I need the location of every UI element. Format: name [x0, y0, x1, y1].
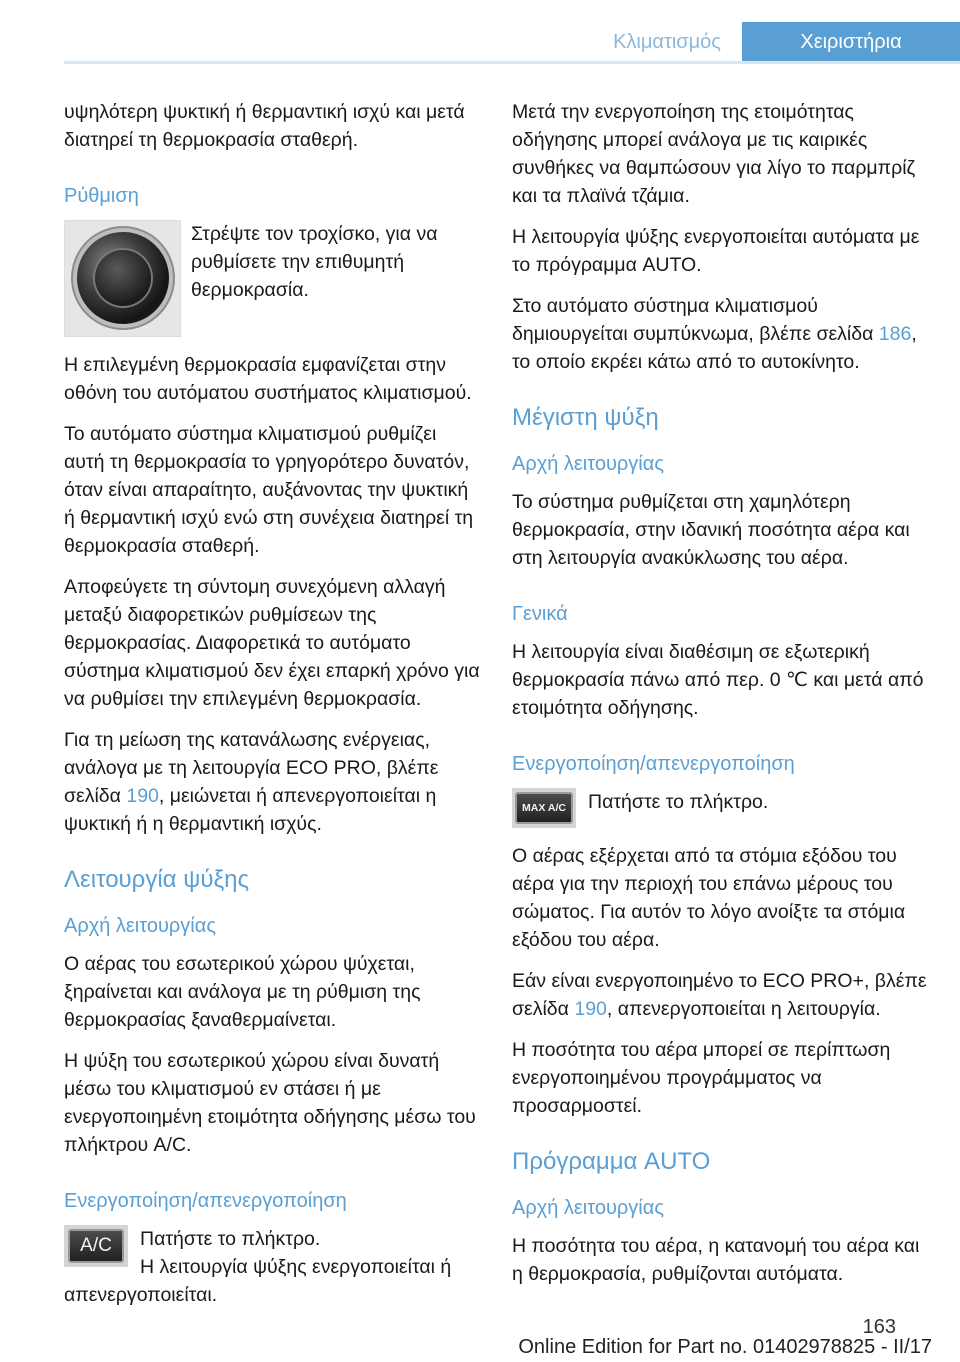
- intro-paragraph: υψηλότερη ψυκτική ή θερμαντική ισχύ και μετά διατηρεί τη θερμοκρασία σταθερή.: [64, 101, 465, 151]
- paragraph-eco-pro-plus: Εάν είναι ενεργοποιημένο το ECO PRO+, βλέπε σελίδα 190, απενεργοποιείται η λειτουργία.: [512, 970, 927, 1020]
- page-number: 163: [862, 1316, 896, 1338]
- paragraph: Η ποσότητα του αέρα μπορεί σε περίπτωση ενεργοποιημένου προγράμματος να προσαρμοστεί.: [512, 1039, 891, 1117]
- header-rule: [64, 61, 960, 64]
- page-link-190[interactable]: 190: [574, 998, 607, 1020]
- page-link-186[interactable]: 186: [878, 323, 912, 345]
- ac-button-row: [64, 1225, 480, 1281]
- heading-on-off: Ενεργοποίηση/απενεργοποίηση: [64, 1190, 347, 1212]
- left-column: [64, 98, 480, 1322]
- heading-on-off: Ενεργοποίηση/απενεργοποίηση: [512, 753, 795, 775]
- heading-setting: Ρύθμιση: [64, 185, 139, 207]
- paragraph-cooling-toggle-start: Η λειτουργία ψύξης ενεργοποιείται ή: [140, 1256, 452, 1278]
- heading-principle: Αρχή λειτουργίας: [512, 453, 664, 475]
- paragraph: Η λειτουργία ψύξης ενεργοποιείται αυτόματα με το πρόγραμμα AUTO.: [512, 226, 920, 276]
- paragraph: Το αυτόματο σύστημα κλιματισμού ρυθμίζει αυτή τη θερμοκρασία το γρηγορότερο δυνατόν, όταν είναι απαραίτητο, αυξάνοντας την ψυκτική ή θερμαντική ισχύ ενώ στη συνέχεια διατηρεί τη θερμοκρασία σταθερή.: [64, 423, 474, 557]
- heading-max-cooling: Μέγιστη ψύξη: [512, 404, 659, 431]
- heading-auto-program: Πρόγραμμα AUTO: [512, 1148, 711, 1175]
- max-ac-button-image: [512, 788, 576, 828]
- heading-principle: Αρχή λειτουργίας: [64, 915, 216, 937]
- paragraph: Το σύστημα ρυθμίζεται στη χαμηλότερη θερμοκρασία, στην ιδανική ποσότητα αέρα και στη λειτουργία ανακύκλωσης του αέρα.: [512, 491, 910, 569]
- paragraph: Ο αέρας του εσωτερικού χώρου ψύχεται, ξηραίνεται και ανάλογα με τη ρύθμιση της θερμοκρασίας ξαναθερμαίνεται.: [64, 953, 421, 1031]
- press-button-text: Πατήστε το πλήκτρο.: [140, 1228, 321, 1250]
- paragraph: Αποφεύγετε τη σύντομη συνεχόμενη αλλαγή μεταξύ διαφορετικών ρυθμίσεων της θερμοκρασίας. Διαφορετικά το αυτόματο σύστημα κλιματισμού δεν έχει επαρκή χρόνο για να ρυθμίσει την επιλεγμένη θερμοκρασία.: [64, 576, 480, 710]
- page-link-190[interactable]: 190: [126, 785, 159, 807]
- heading-cooling-function: Λειτουργία ψύξης: [64, 866, 250, 893]
- paragraph: Η λειτουργία είναι διαθέσιμη σε εξωτερική θερμοκρασία πάνω από περ. 0 ℃ και μετά από ετοιμότητα οδήγησης.: [512, 641, 924, 719]
- paragraph-condensate: Στο αυτόματο σύστημα κλιματισμού δημιουργείται συμπύκνωμα, βλέπε σελίδα 186, το οποίο εκρέει κάτω από το αυτοκίνητο.: [512, 295, 917, 373]
- knob-figure-row: [64, 220, 480, 337]
- knob-instruction: Στρέψτε τον τροχίσκο, για να ρυθμίσετε την επιθυμητή θερμοκρασία.: [191, 223, 438, 301]
- max-ac-button-face: MAX A/C: [515, 792, 573, 824]
- temperature-knob-image: [64, 220, 181, 337]
- section-title: Κλιματισμός: [613, 30, 721, 53]
- ac-button-face: A/C: [68, 1229, 124, 1263]
- paragraph: Η ψύξη του εσωτερικού χώρου είναι δυνατή μέσω του κλιματισμού εν στάσει ή με ενεργοποιημένη ετοιμότητα οδήγησης μέσω του πλήκτρου A/C.: [64, 1050, 476, 1156]
- paragraph-eco-pro: Για τη μείωση της κατανάλωσης ενέργειας, ανάλογα με τη λειτουργία ECO PRO, βλέπε σελίδα 190, μειώνεται ή απενεργοποιείται η ψυκτική ή η θερμαντική ισχύς.: [64, 729, 439, 835]
- ac-button-image: [64, 1225, 128, 1267]
- paragraph-cooling-toggle-end: απενεργοποιείται.: [64, 1284, 218, 1306]
- heading-general: Γενικά: [512, 603, 568, 625]
- max-ac-button-row: [512, 788, 928, 828]
- running-header: [592, 22, 960, 62]
- paragraph: Ο αέρας εξέρχεται από τα στόμια εξόδου του αέρα για την περιοχή του επάνω μέρους του σώματος. Για αυτόν το λόγο ανοίξτε τα στόμια εξόδου του αέρα.: [512, 845, 906, 951]
- chapter-tab: Χειριστήρια: [742, 22, 960, 62]
- knob-cap: [95, 250, 151, 306]
- online-edition-footer: Online Edition for Part no. 01402978825 - II/17: [518, 1336, 932, 1358]
- press-button-text: Πατήστε το πλήκτρο.: [588, 791, 769, 813]
- heading-principle: Αρχή λειτουργίας: [512, 1197, 664, 1219]
- paragraph: Η επιλεγμένη θερμοκρασία εμφανίζεται στην οθόνη του αυτόματου συστήματος κλιματισμού.: [64, 354, 472, 404]
- paragraph: Η ποσότητα του αέρα, η κατανομή του αέρα και η θερμοκρασία, ρυθμίζονται αυτόματα.: [512, 1235, 920, 1285]
- right-column: [512, 98, 928, 1301]
- paragraph: Μετά την ενεργοποίηση της ετοιμότητας οδήγησης μπορεί ανάλογα με τις καιρικές συνθήκες να θαμπώσουν για λίγο το παρμπρίζ και τα πλαϊνά τζάμια.: [512, 101, 916, 207]
